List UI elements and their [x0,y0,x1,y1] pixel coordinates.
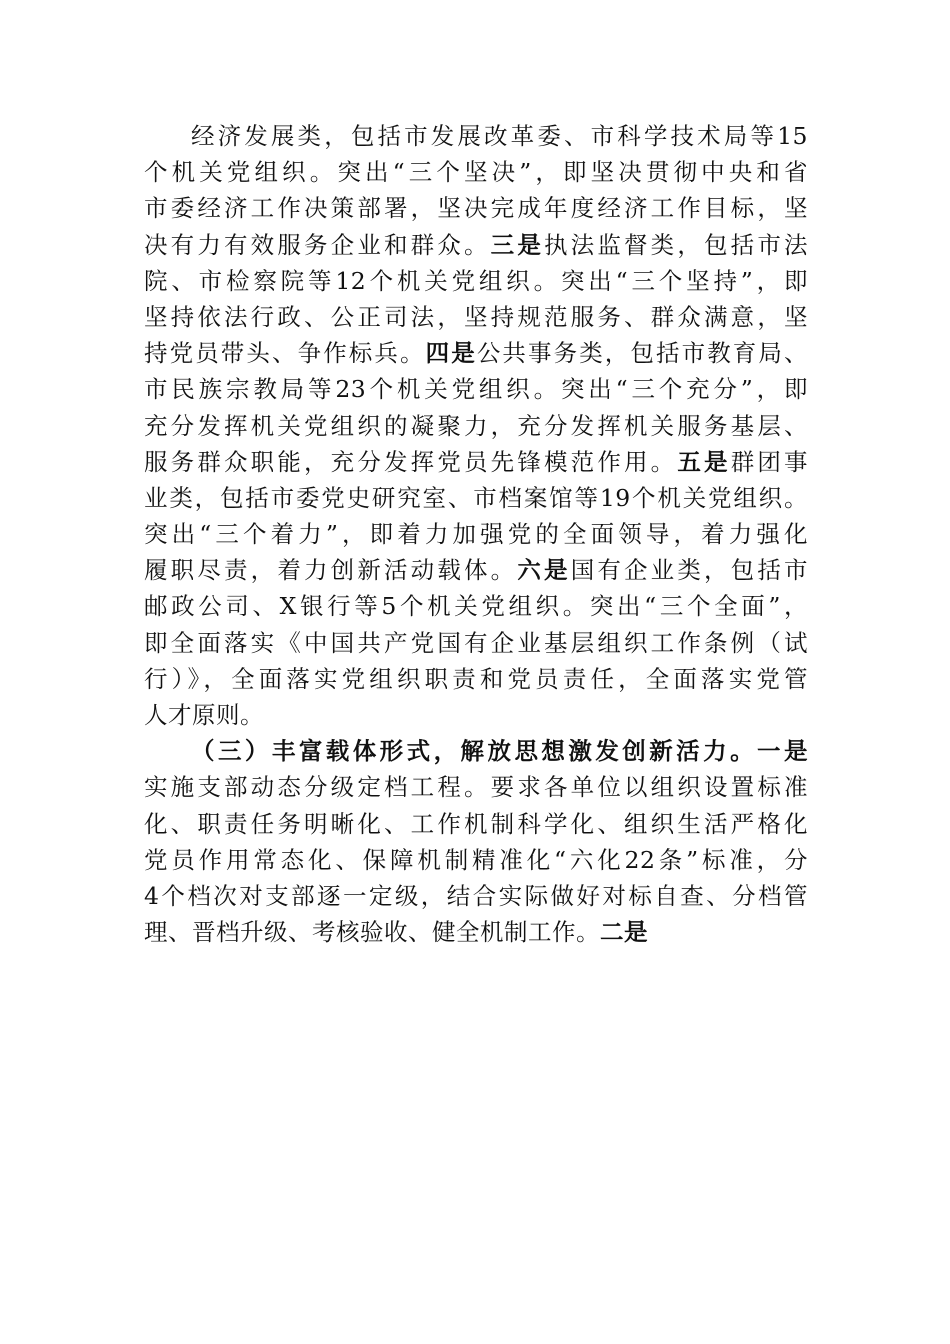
text-segment: 理、晋档升级、考核验收、健全机制工作。 [144,918,600,947]
text-line [144,552,808,588]
text-line [144,733,808,769]
paragraph-1 [144,118,808,733]
text-segment: 公共事务类，包括市教育局、 [476,339,808,368]
text-line [144,806,808,842]
bold-text-segment: 四是 [425,339,477,368]
text-segment: 4个档次对支部逐一定级，结合实际做好对标自查、分档管 [144,881,808,910]
text-segment: 人才原则。 [144,701,264,729]
text-segment: 决有力有效服务企业和群众。 [144,230,491,259]
text-line [144,769,808,805]
text-line [144,878,808,914]
text-segment: 党员作用常态化、保障机制精准化“六化22条”标准，分 [144,845,808,874]
text-segment: 业类，包括市委党史研究室、市档案馆等19个机关党组织。 [144,483,808,512]
text-segment: 市委经济工作决策部署，坚决完成年度经济工作目标，坚 [144,194,808,223]
text-line [144,190,808,226]
text-line [144,227,808,263]
document-body [144,118,808,950]
text-line [144,516,808,552]
text-line [144,371,808,407]
text-line [144,914,808,950]
text-line [144,444,808,480]
text-line [144,118,808,154]
text-line [144,697,808,733]
text-segment: 履职尽责，着力创新活动载体。 [144,556,518,585]
text-line [144,625,808,661]
bold-text-segment: 二是 [600,918,648,947]
text-segment: 实施支部动态分级定档工程。要求各单位以组织设置标准 [144,773,808,802]
text-segment: 市民族宗教局等23个机关党组织。突出“三个充分”，即 [144,375,808,404]
text-segment: 执法监督类，包括市法 [544,230,808,259]
text-segment: 突出“三个着力”，即着力加强党的全面领导，着力强化 [144,520,808,549]
bold-text-segment: 五是 [677,447,731,476]
text-segment: 国有企业类，包括市 [570,556,808,585]
text-segment: 邮政公司、X银行等5个机关党组织。突出“三个全面”， [144,592,808,621]
text-segment: 经济发展类，包括市发展改革委、市科学技术局等15 [191,122,808,150]
text-line [144,842,808,878]
text-segment: 院、市检察院等12个机关党组织。突出“三个坚持”，即 [144,266,808,295]
text-line [144,661,808,697]
text-segment: 坚持依法行政、公正司法，坚持规范服务、群众满意，坚 [144,302,808,331]
text-line [144,263,808,299]
bold-text-segment: 三是 [490,230,545,259]
text-line [144,154,808,190]
paragraph-2 [144,733,808,950]
text-segment: 充分发挥机关党组织的凝聚力，充分发挥机关服务基层、 [144,411,808,440]
text-line [144,408,808,444]
bold-text-segment: （三）丰富载体形式，解放思想激发创新活力。一是 [191,737,808,766]
text-segment: 持党员带头、争作标兵。 [144,339,426,368]
bold-text-segment: 六是 [517,556,571,585]
text-segment: 群团事 [730,447,808,476]
text-line [144,480,808,516]
text-segment: 服务群众职能，充分发挥党员先锋模范作用。 [144,447,678,476]
text-segment: 行）》，全面落实党组织职责和党员责任，全面落实党管 [144,664,808,693]
text-segment: 化、职责任务明晰化、工作机制科学化、组织生活严格化 [144,809,808,838]
text-segment: 即全面落实《中国共产党国有企业基层组织工作条例（试 [144,628,808,657]
text-line [144,588,808,624]
text-segment: 个机关党组织。突出“三个坚决”，即坚决贯彻中央和省 [144,158,808,187]
text-line [144,335,808,371]
text-line [144,299,808,335]
